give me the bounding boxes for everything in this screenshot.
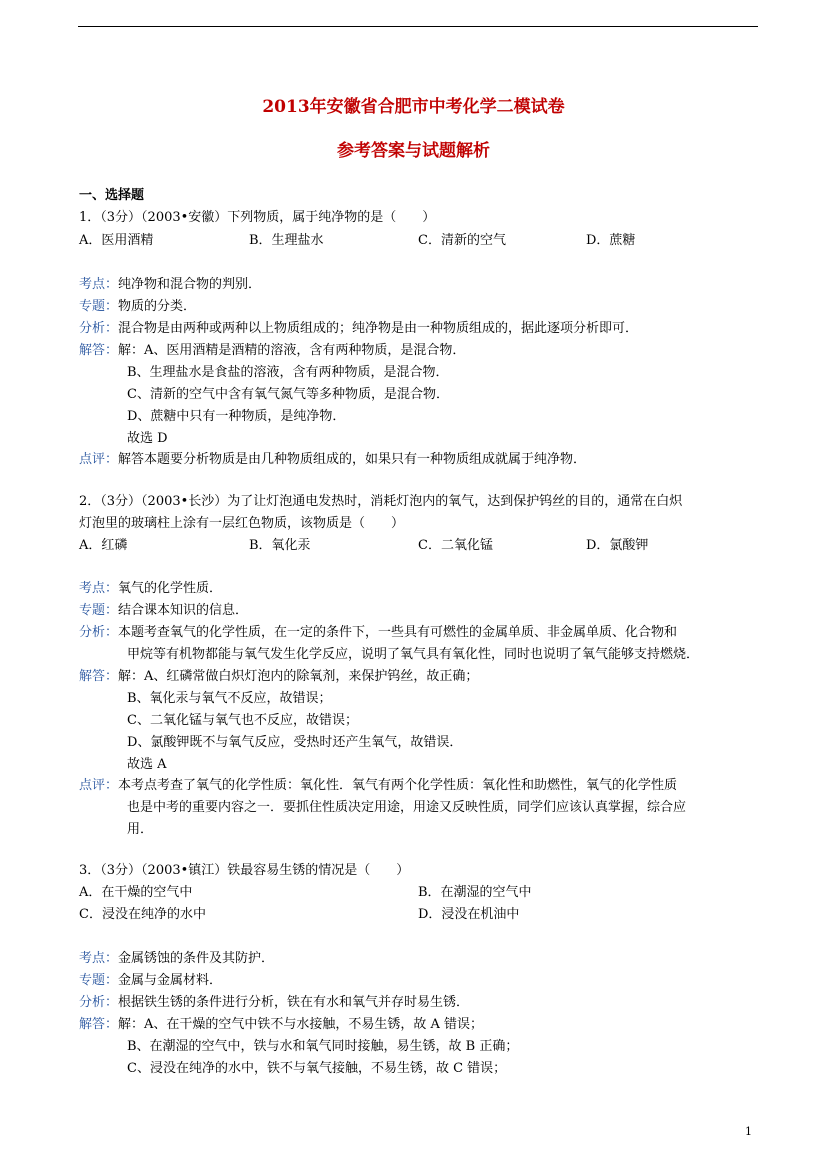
jieda-label: 解答： [79,669,119,684]
zhuanti-label: 专题： [79,973,119,988]
q2-zhuanti: 结合课本知识的信息． [118,603,249,618]
q3-option-a: A．在干燥的空气中 [79,885,193,900]
q2-dianping-line: 也是中考的重要内容之一．要抓住性质决定用途，用途又反映性质，同学们应该认真掌握，综合应 [127,800,687,815]
q1-jieda-row [79,342,465,360]
q1-jieda-line: C、清新的空气中含有氧气氮气等多种物质，是混合物． [127,387,449,402]
q1-fenxi: 混合物是由两种或两种以上物质组成的；纯净物是由一种物质组成的，据此逐项分析即可． [118,321,639,336]
q2-option-d: D．氯酸钾 [586,538,649,553]
q1-fenxi-row [79,320,638,338]
fenxi-label: 分析： [79,321,119,336]
q1-zhuanti: 物质的分类． [118,299,197,314]
q3-zhuanti: 金属与金属材料． [118,973,223,988]
q2-stem: 2．（3分）（2003•长沙）为了让灯泡通电发热时，消耗灯泡内的氧气，达到保护钨丝的目的，通常在白炽 [79,494,683,509]
q2-jieda-line: B、氧化汞与氧气不反应，故错误； [127,691,332,706]
q1-option-d: D．蔗糖 [586,233,636,248]
q2-option-c: C．二氧化锰 [418,538,493,553]
page-number: 1 [745,1125,752,1138]
q1-jieda-line: 解：A、医用酒精是酒精的溶液，含有两种物质，是混合物． [118,343,466,358]
dianping-label: 点评： [79,778,119,793]
q2-dianping-row [79,777,677,795]
q2-stem: 灯泡里的玻璃柱上涂有一层红色物质，该物质是（ ） [79,516,405,531]
q2-zhuanti-row [79,602,248,620]
q1-jieda-line: 故选 D [127,431,168,446]
q2-jieda-line: C、二氧化锰与氧气也不反应，故错误； [127,713,358,728]
q3-kaodian: 金属锈蚀的条件及其防护． [118,951,275,966]
jieda-label: 解答： [79,343,119,358]
page-subtitle: 参考答案与试题解析 [337,141,490,161]
q1-option-b: B．生理盐水 [249,233,324,248]
q2-fenxi: 本题考查氧气的化学性质，在一定的条件下，一些具有可燃性的金属单质、非金属单质、化合物和 [118,625,678,640]
q3-stem: 3．（3分）（2003•镇江）铁最容易生锈的情况是（ ） [79,863,410,878]
q1-jieda-line: D、蔗糖中只有一种物质，是纯净物． [127,409,346,424]
q2-kaodian: 氧气的化学性质． [118,581,223,596]
q3-fenxi: 根据铁生锈的条件进行分析，铁在有水和氧气并存时易生锈． [118,995,470,1010]
q2-fenxi-row [79,624,677,642]
q1-option-c: C．清新的空气 [418,233,506,248]
q1-kaodian-row [79,276,261,294]
q3-zhuanti-row [79,972,222,990]
section-heading: 一、选择题 [79,188,145,203]
q1-kaodian: 纯净物和混合物的判别． [118,277,262,292]
kaodian-label: 考点： [79,277,119,292]
zhuanti-label: 专题： [79,299,119,314]
dianping-label: 点评： [79,452,119,467]
q1-option-a: A．医用酒精 [79,233,154,248]
q2-jieda-line: 故选 A [127,757,167,772]
q3-option-d: D．浸没在机油中 [418,907,520,922]
q2-jieda-row [79,668,478,686]
zhuanti-label: 专题： [79,603,119,618]
fenxi-label: 分析： [79,995,119,1010]
q2-jieda-line: D、氯酸钾既不与氧气反应，受热时还产生氧气，故错误． [127,735,463,750]
q3-kaodian-row [79,950,274,968]
q2-option-a: A．红磷 [79,538,128,553]
q2-jieda-line: 解：A、红磷常做白炽灯泡内的除氧剂，来保护钨丝，故正确； [118,669,479,684]
q3-option-b: B．在潮湿的空气中 [418,885,532,900]
q2-dianping: 本考点考查了氧气的化学性质：氧化性．氧气有两个化学性质：氧化性和助燃性，氧气的化学性质 [118,778,678,793]
q3-jieda-line: C、浸没在纯净的水中，铁不与氧气接触，不易生锈，故 C 错误； [127,1061,507,1076]
q1-jieda-line: B、生理盐水是食盐的溶液，含有两种物质，是混合物． [127,365,449,380]
jieda-label: 解答： [79,1017,119,1032]
page-title: 2013年安徽省合肥市中考化学二模试卷 [262,97,565,117]
q2-dianping-line: 用． [127,822,154,837]
q2-option-b: B．氧化汞 [249,538,311,553]
q2-kaodian-row [79,580,222,598]
q3-jieda-line: 解：A、在干燥的空气中铁不与水接触，不易生锈，故 A 错误； [118,1017,484,1032]
q1-dianping-row [79,451,586,469]
q1-dianping: 解答本题要分析物质是由几种物质组成的，如果只有一种物质组成就属于纯净物． [118,452,587,467]
header-rule [78,26,758,27]
kaodian-label: 考点： [79,581,119,596]
kaodian-label: 考点： [79,951,119,966]
fenxi-label: 分析： [79,625,119,640]
q1-stem: 1．（3分）（2003•安徽）下列物质，属于纯净物的是（ ） [79,210,436,225]
q1-zhuanti-row [79,298,196,316]
q2-fenxi-line: 甲烷等有机物都能与氧气发生化学反应，说明了氧气具有氧化性，同时也说明了氧气能够支持燃烧． [127,647,700,662]
q3-fenxi-row [79,994,469,1012]
q3-jieda-row [79,1016,483,1034]
q3-option-c: C．浸没在纯净的水中 [79,907,206,922]
q3-jieda-line: B、在潮湿的空气中，铁与水和氧气同时接触，易生锈，故 B 正确； [127,1039,519,1054]
